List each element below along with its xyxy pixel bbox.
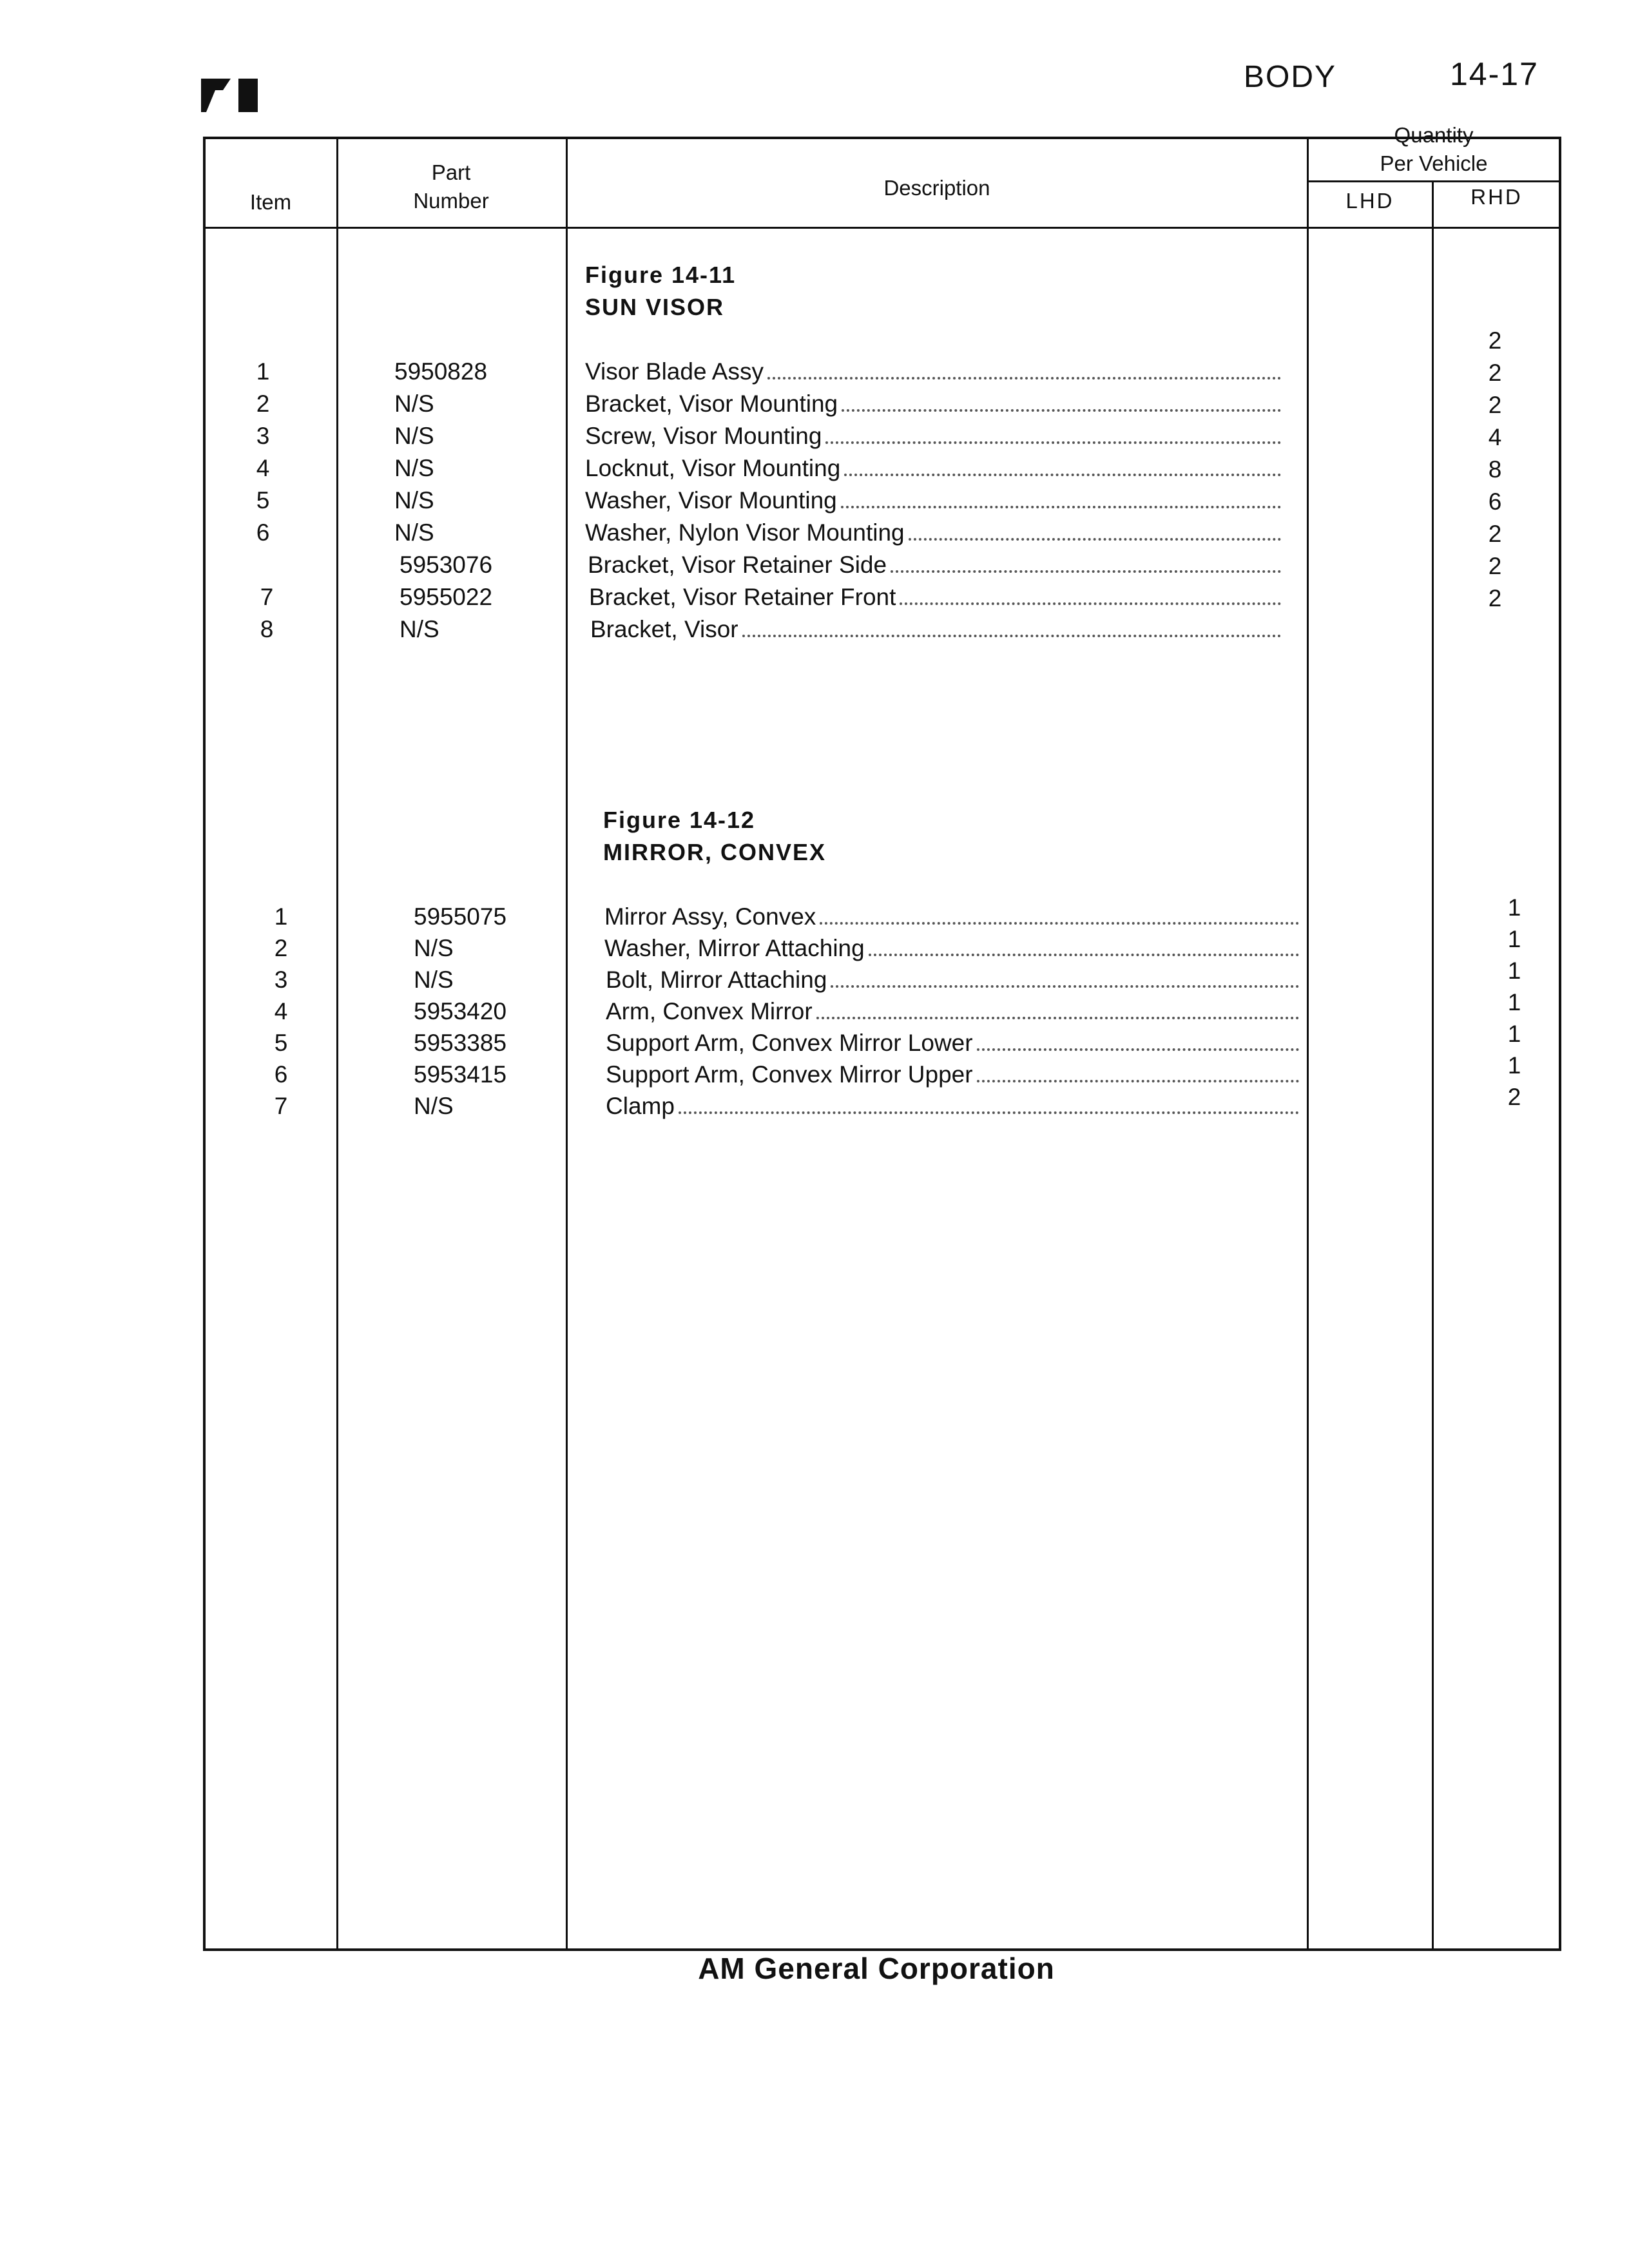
- table-row: [0, 1084, 1629, 1125]
- item-number: 8: [260, 616, 274, 642]
- column-header-item: Item: [249, 190, 292, 214]
- qty-rhd: 4: [1488, 424, 1502, 450]
- item-number: 2: [256, 390, 270, 417]
- qty-rhd: 1: [1507, 1052, 1521, 1079]
- header-divider: [205, 227, 1559, 229]
- column-header-description: Description: [883, 176, 990, 200]
- part-number: N/S: [394, 519, 434, 546]
- item-number: 7: [260, 584, 274, 610]
- table-row: [0, 957, 1629, 999]
- item-number: 4: [256, 455, 270, 481]
- part-number: N/S: [394, 455, 434, 481]
- table-row: [0, 894, 1629, 936]
- item-number: 6: [256, 519, 270, 546]
- part-number: N/S: [414, 935, 454, 961]
- item-number: 6: [274, 1061, 288, 1088]
- item-number: 3: [274, 966, 288, 993]
- table-row: [0, 327, 1629, 390]
- item-number: 1: [256, 358, 270, 385]
- description: Locknut, Visor Mounting: [585, 455, 1287, 482]
- section-title: BODY: [1244, 60, 1337, 94]
- table-row: [0, 1052, 1629, 1093]
- description: Support Arm, Convex Mirror Lower: [606, 1030, 1306, 1057]
- description: Bracket, Visor Mounting: [585, 390, 1287, 418]
- part-number: N/S: [400, 616, 439, 642]
- qty-rhd: 1: [1507, 926, 1521, 952]
- qty-rhd: 2: [1488, 360, 1502, 386]
- item-number: 2: [274, 935, 288, 961]
- qty-rhd: 1: [1507, 894, 1521, 921]
- description: Bracket, Visor: [590, 616, 1287, 643]
- description: Washer, Nylon Visor Mounting: [585, 519, 1287, 546]
- qty-rhd: 2: [1488, 327, 1502, 354]
- item-number: 7: [274, 1093, 288, 1119]
- qty-rhd: 6: [1488, 488, 1502, 515]
- description: Bolt, Mirror Attaching: [606, 966, 1306, 994]
- description: Washer, Visor Mounting: [585, 487, 1287, 514]
- table-row: [0, 1021, 1629, 1062]
- part-number: 5955022: [400, 584, 493, 610]
- figure-14-12-name: MIRROR, CONVEX: [603, 839, 827, 865]
- publisher-footer: AM General Corporation: [698, 1952, 1055, 1985]
- qty-rhd: 2: [1507, 1084, 1521, 1110]
- part-number: 5955075: [414, 903, 507, 930]
- part-number: N/S: [394, 487, 434, 514]
- description: Arm, Convex Mirror: [606, 998, 1306, 1025]
- description: Washer, Mirror Attaching: [604, 935, 1306, 962]
- part-number: 5953076: [400, 552, 493, 578]
- description: Screw, Visor Mounting: [585, 423, 1287, 450]
- figure-14-11-name: SUN VISOR: [585, 294, 725, 320]
- part-number: 5950828: [394, 358, 488, 385]
- figure-14-12-number: Figure 14-12: [603, 807, 756, 833]
- qty-rhd: 2: [1488, 553, 1502, 579]
- company-logo-icon: [201, 76, 263, 115]
- qty-rhd: 1: [1507, 957, 1521, 984]
- description: Mirror Assy, Convex: [604, 903, 1306, 930]
- item-number: 3: [256, 423, 270, 449]
- description: Bracket, Visor Retainer Side: [588, 552, 1287, 579]
- qty-rhd: 2: [1488, 585, 1502, 611]
- table-row: [0, 926, 1629, 967]
- description: Support Arm, Convex Mirror Upper: [606, 1061, 1306, 1088]
- part-number: 5953420: [414, 998, 507, 1024]
- qty-rhd: 1: [1507, 1021, 1521, 1047]
- page-number: 14-17: [1450, 56, 1539, 92]
- qty-rhd: 8: [1488, 456, 1502, 483]
- part-number: 5953385: [414, 1030, 507, 1056]
- column-header-lhd: LHD: [1345, 189, 1394, 213]
- part-number: N/S: [414, 1093, 454, 1119]
- description: Visor Blade Assy: [585, 358, 1287, 385]
- part-number: 5953415: [414, 1061, 507, 1088]
- description: Clamp: [606, 1093, 1306, 1120]
- item-number: 5: [256, 487, 270, 514]
- qty-rhd: 2: [1488, 521, 1502, 547]
- description: Bracket, Visor Retainer Front: [589, 584, 1287, 611]
- qty-rhd: 1: [1507, 989, 1521, 1015]
- part-number: N/S: [414, 966, 454, 993]
- item-number: 5: [274, 1030, 288, 1056]
- qty-rhd: 2: [1488, 392, 1502, 418]
- item-number: 4: [274, 998, 288, 1024]
- table-row: [0, 989, 1629, 1030]
- item-number: 1: [274, 903, 288, 930]
- column-header-part-number: Part Number: [413, 160, 489, 213]
- column-header-rhd: RHD: [1470, 185, 1523, 209]
- figure-14-11-number: Figure 14-11: [585, 262, 737, 288]
- column-header-quantity: Quantity Per Vehicle: [1380, 123, 1488, 175]
- part-number: N/S: [394, 390, 434, 417]
- part-number: N/S: [394, 423, 434, 449]
